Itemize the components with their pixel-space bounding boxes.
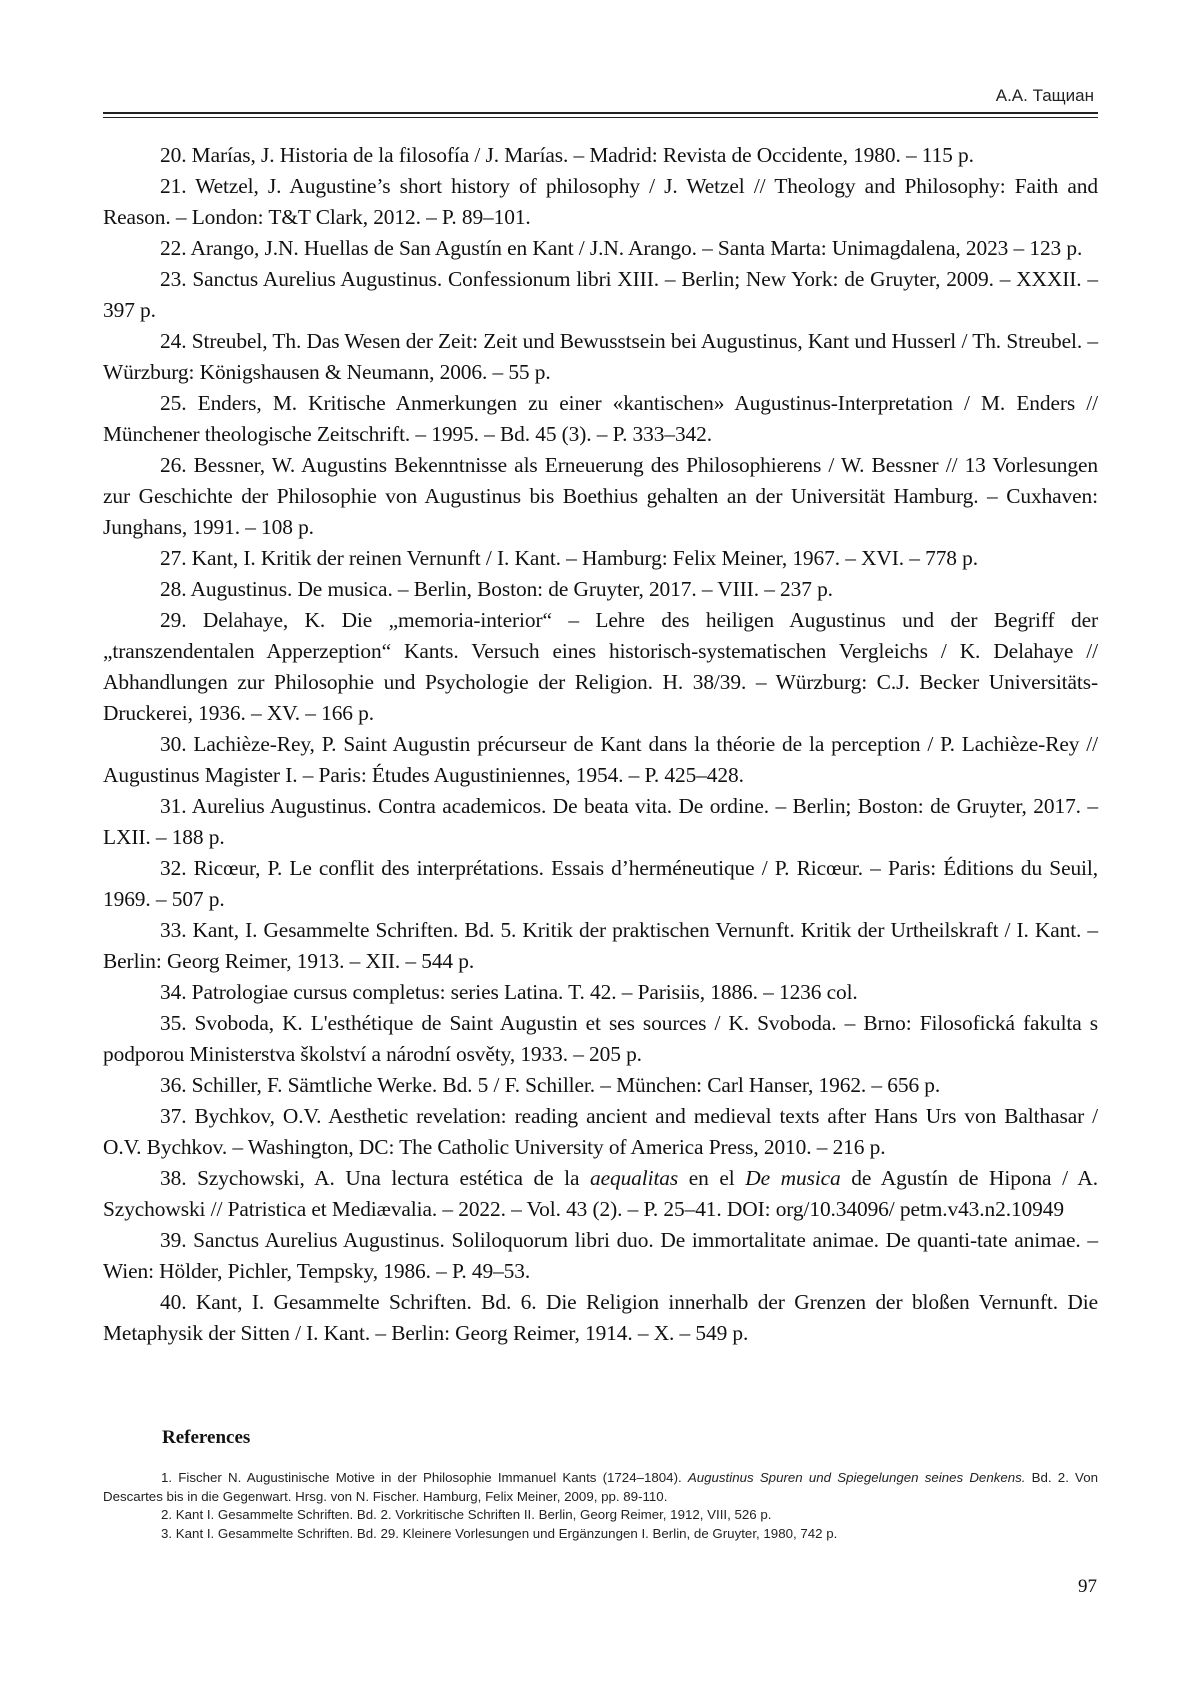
bibliography-entry-28: 28. Augustinus. De musica. – Berlin, Boston: de Gruyter, 2017. – VIII. – 237 p. (103, 574, 1098, 605)
bibliography-list (103, 140, 1098, 1349)
header-rule-thick (103, 112, 1098, 114)
bibliography-entry-23: 23. Sanctus Aurelius Augustinus. Confessionum libri XIII. – Berlin; New York: de Gruyter, 2009. – XXXII. – 397 p. (103, 264, 1098, 326)
bibliography-entry-21: 21. Wetzel, J. Augustine’s short history of philosophy / J. Wetzel // Theology and Philosophy: Faith and Reason. – London: T&T Clark, 2012. – P. 89–101. (103, 171, 1098, 233)
reference-item-2: 2. Kant I. Gesammelte Schriften. Bd. 2. Vorkritische Schriften II. Berlin, Georg Reimer, 1912, VIII, 526 p. (103, 1506, 1098, 1525)
bibliography-entry-37: 37. Bychkov, O.V. Aesthetic revelation: reading ancient and medieval texts after Hans Urs von Balthasar / O.V. Bychkov. – Washington, DC: The Catholic University of America Press, 2010. – 216 p. (103, 1101, 1098, 1163)
references-list (103, 1469, 1098, 1543)
bibliography-entry-33: 33. Kant, I. Gesammelte Schriften. Bd. 5. Kritik der praktischen Vernunft. Kritik der Urtheilskraft / I. Kant. – Berlin: Georg Reimer, 1913. – XII. – 544 p. (103, 915, 1098, 977)
running-header (103, 86, 1098, 120)
bibliography-entry-35: 35. Svoboda, K. L'esthétique de Saint Augustin et ses sources / K. Svoboda. – Brno: Filosofická fakulta s podporou Ministerstva školství a národní osvěty, 1933. – 205 p. (103, 1008, 1098, 1070)
bibliography-entry-24: 24. Streubel, Th. Das Wesen der Zeit: Zeit und Bewusstsein bei Augustinus, Kant und Husserl / Th. Streubel. – Würzburg: Königshausen & Neumann, 2006. – 55 p. (103, 326, 1098, 388)
reference-1-text-2: Bd. 2. Von Descartes bis in die Gegenwart. Hrsg. von N. Fischer. Hamburg, Felix Meiner, 2009, pp. 89-110. (103, 1470, 1098, 1504)
entry-38-text-3: de Agustín de Hipona / A. Szychowski // Patristica et Mediævalia. – 2022. – Vol. 43 (2). – P. 25–41. DOI: org/10.34096/ petm.v43.n2.10949 (103, 1166, 1098, 1221)
bibliography-entry-39: 39. Sanctus Aurelius Augustinus. Soliloquorum libri duo. De immortalitate animae. De quanti-tate animae. – Wien: Hölder, Pichler, Tempsky, 1986. – P. 49–53. (103, 1225, 1098, 1287)
entry-38-italic-de-musica: De musica (745, 1166, 840, 1190)
header-author: А.А. Тащиан (996, 86, 1094, 106)
bibliography-entry-34: 34. Patrologiae cursus completus: series Latina. T. 42. – Parisiis, 1886. – 1236 col. (103, 977, 1098, 1008)
page-number: 97 (1078, 1576, 1097, 1598)
bibliography-entry-38 (103, 1163, 1098, 1225)
bibliography-entry-30: 30. Lachièze-Rey, P. Saint Augustin précurseur de Kant dans la théorie de la perception / P. Lachièze-Rey // Augustinus Magister I. – Paris: Études Augustiniennes, 1954. – P. 425–428. (103, 729, 1098, 791)
entry-38-text-2: en el (678, 1166, 745, 1190)
bibliography-entry-32: 32. Ricœur, P. Le conflit des interprétations. Essais d’herméneutique / P. Ricœur. – Paris: Éditions du Seuil, 1969. – 507 p. (103, 853, 1098, 915)
bibliography-entry-31: 31. Aurelius Augustinus. Contra academicos. De beata vita. De ordine. – Berlin; Boston: de Gruyter, 2017. – LXII. – 188 p. (103, 791, 1098, 853)
bibliography-entry-22: 22. Arango, J.N. Huellas de San Agustín en Kant / J.N. Arango. – Santa Marta: Unimagdalena, 2023 – 123 p. (103, 233, 1098, 264)
references-heading: References (162, 1427, 250, 1449)
entry-38-italic-aequalitas: aequalitas (590, 1166, 678, 1190)
reference-1-text-1: 1. Fischer N. Augustinische Motive in der Philosophie Immanuel Kants (1724–1804). (161, 1470, 688, 1485)
header-rule-thin (103, 117, 1098, 118)
bibliography-entry-20: 20. Marías, J. Historia de la filosofía / J. Marías. – Madrid: Revista de Occidente, 1980. – 115 p. (103, 140, 1098, 171)
bibliography-entry-29: 29. Delahaye, K. Die „memoria-interior“ – Lehre des heiligen Augustinus und der Begriff der „transzendentalen Apperzeption“ Kants. Versuch eines historisch-systematischen Vergleichs / K. Delahaye // Abhandlungen zur Philosophie und Psychologie der Religion. H. 38/39. – Würzburg: C.J. Becker Universitäts-Druckerei, 1936. – XV. – 166 p. (103, 605, 1098, 729)
bibliography-entry-27: 27. Kant, I. Kritik der reinen Vernunft / I. Kant. – Hamburg: Felix Meiner, 1967. – XVI. – 778 p. (103, 543, 1098, 574)
reference-item-1 (103, 1469, 1098, 1506)
reference-item-3: 3. Kant I. Gesammelte Schriften. Bd. 29. Kleinere Vorlesungen und Ergänzungen I. Berlin, de Gruyter, 1980, 742 p. (103, 1525, 1098, 1544)
reference-1-italic-title: Augustinus Spuren und Spiegelungen seines Denkens. (688, 1470, 1026, 1485)
entry-38-text-1: 38. Szychowski, A. Una lectura estética de la (160, 1166, 590, 1190)
bibliography-entry-40: 40. Kant, I. Gesammelte Schriften. Bd. 6. Die Religion innerhalb der Grenzen der bloßen Vernunft. Die Metaphysik der Sitten / I. Kant. – Berlin: Georg Reimer, 1914. – X. – 549 p. (103, 1287, 1098, 1349)
bibliography-entry-36: 36. Schiller, F. Sämtliche Werke. Bd. 5 / F. Schiller. – München: Carl Hanser, 1962. – 656 p. (103, 1070, 1098, 1101)
bibliography-entry-25: 25. Enders, M. Kritische Anmerkungen zu einer «kantischen» Augustinus-Interpretation / M. Enders // Münchener theologische Zeitschrift. – 1995. – Bd. 45 (3). – P. 333–342. (103, 388, 1098, 450)
bibliography-entry-26: 26. Bessner, W. Augustins Bekenntnisse als Erneuerung des Philosophierens / W. Bessner // 13 Vorlesungen zur Geschichte der Philosophie von Augustinus bis Boethius gehalten an der Universität Hamburg. – Cuxhaven: Junghans, 1991. – 108 p. (103, 450, 1098, 543)
